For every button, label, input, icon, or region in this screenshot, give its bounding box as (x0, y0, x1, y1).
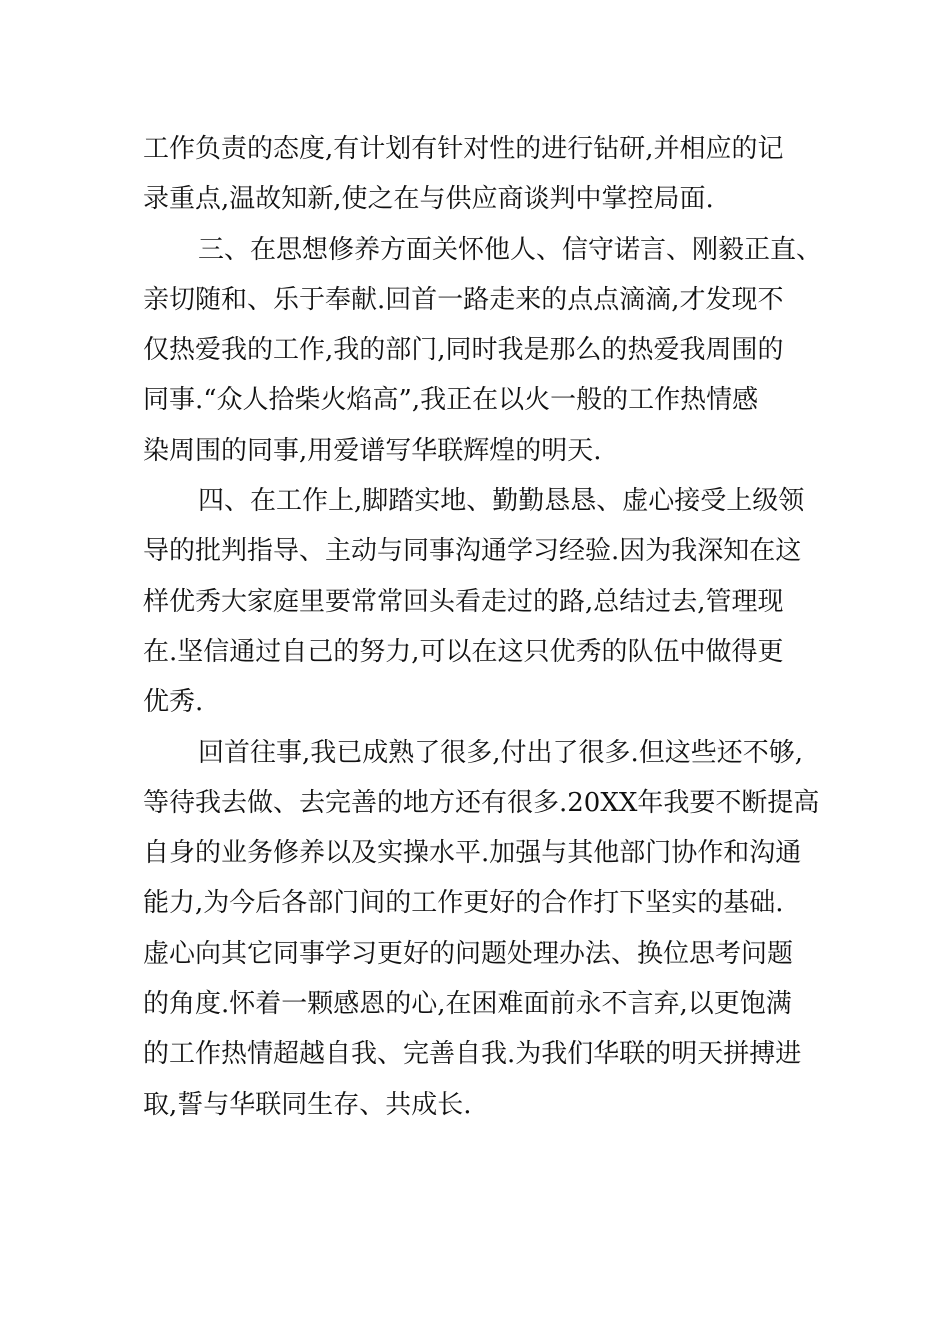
text-line: 录重点,温故知新,使之在与供应商谈判中掌控局面. (143, 184, 714, 215)
text-line: 回首往事,我已成熟了很多,付出了很多.但这些还不够, (198, 737, 804, 768)
text-line: 四、在工作上,脚踏实地、勤勤恳恳、虚心接受上级领 (198, 486, 805, 517)
paragraph-section-three (143, 225, 833, 476)
document-body (143, 124, 833, 1130)
text-line: 亲切随和、乐于奉献.回首一路走来的点点滴滴,才发现不 (143, 284, 784, 315)
text-line: 自身的业务修养以及实操水平.加强与其他部门协作和沟通 (143, 838, 802, 869)
text-line: 的工作热情超越自我、完善自我.为我们华联的明天拼搏进 (143, 1039, 802, 1070)
paragraph-section-four (143, 476, 833, 727)
text-line: 仅热爱我的工作,我的部门,同时我是那么的热爱我周围的 (143, 335, 784, 366)
text-line: 同事.“众人拾柴火焰高”,我正在以火一般的工作热情感 (143, 385, 759, 416)
text-line: 取,誓与华联同生存、共成长. (143, 1089, 472, 1120)
text-line: 工作负责的态度,有计划有针对性的进行钻研,并相应的记 (143, 134, 784, 164)
text-line: 三、在思想修养方面关怀他人、信守诺言、刚毅正直、 (198, 234, 823, 265)
text-line: 导的批判指导、主动与同事沟通学习经验.因为我深知在这 (143, 536, 802, 567)
text-line: 等待我去做、去完善的地方还有很多.20XX年我要不断提高 (143, 787, 820, 818)
text-line: 优秀. (143, 687, 204, 718)
text-line: 样优秀大家庭里要常常回头看走过的路,总结过去,管理现 (143, 586, 784, 617)
text-line: 染周围的同事,用爱谱写华联辉煌的明天. (143, 435, 602, 466)
text-line: 能力,为今后各部门间的工作更好的合作打下坚实的基础. (143, 888, 784, 919)
text-line: 虚心向其它同事学习更好的问题处理办法、换位思考问题 (143, 938, 794, 969)
text-line: 在.坚信通过自己的努力,可以在这只优秀的队伍中做得更 (143, 636, 784, 667)
text-line: 的角度.怀着一颗感恩的心,在困难面前永不言弃,以更饱满 (143, 989, 792, 1020)
paragraph-conclusion (143, 728, 833, 1130)
paragraph-continued (143, 124, 833, 225)
